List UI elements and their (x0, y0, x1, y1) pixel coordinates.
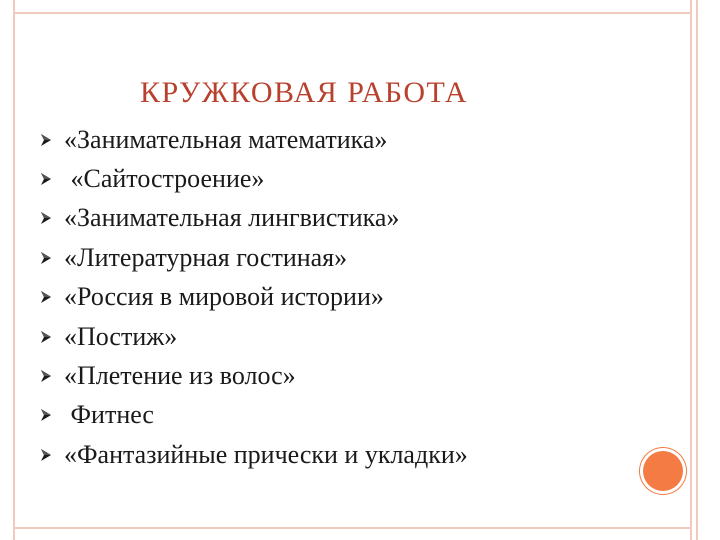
arrow-check-bullet-icon (40, 369, 52, 383)
list-item (40, 396, 468, 435)
list-item (40, 317, 468, 356)
list-item (40, 238, 468, 277)
list-item (40, 356, 468, 395)
frame-left-line (13, 0, 15, 540)
list-item-label: Фитнес (64, 400, 154, 430)
arrow-check-bullet-icon (40, 330, 52, 344)
list-item (40, 159, 468, 198)
arrow-check-bullet-icon (40, 290, 52, 304)
list-item-label: «Плетение из волос» (64, 361, 296, 391)
frame-bottom-line (13, 527, 692, 529)
club-list (40, 120, 468, 475)
arrow-check-bullet-icon (40, 251, 52, 265)
list-item-label: «Литературная гостиная» (64, 242, 348, 272)
slide-title: КРУЖКОВАЯ РАБОТА (140, 76, 468, 109)
arrow-check-bullet-icon (40, 172, 52, 186)
frame-right-line-inner (690, 0, 692, 540)
list-item-label: «Занимательная лингвистика» (64, 203, 400, 233)
decorative-circle (643, 451, 683, 491)
list-item-label: «Занимательная математика» (64, 124, 388, 154)
list-item-label: «Сайтостроение» (64, 164, 265, 194)
arrow-check-bullet-icon (40, 133, 52, 147)
list-item (40, 120, 468, 159)
arrow-check-bullet-icon (40, 448, 52, 462)
arrow-check-bullet-icon (40, 211, 52, 225)
list-item-label: «Россия в мировой истории» (64, 282, 384, 312)
frame-top-line (13, 12, 692, 14)
list-item (40, 199, 468, 238)
list-item (40, 278, 468, 317)
list-item-label: «Постиж» (64, 321, 178, 351)
list-item (40, 435, 468, 474)
list-item-label: «Фантазийные прически и укладки» (64, 439, 468, 469)
frame-right-line-outer (696, 0, 698, 540)
arrow-check-bullet-icon (40, 408, 52, 422)
